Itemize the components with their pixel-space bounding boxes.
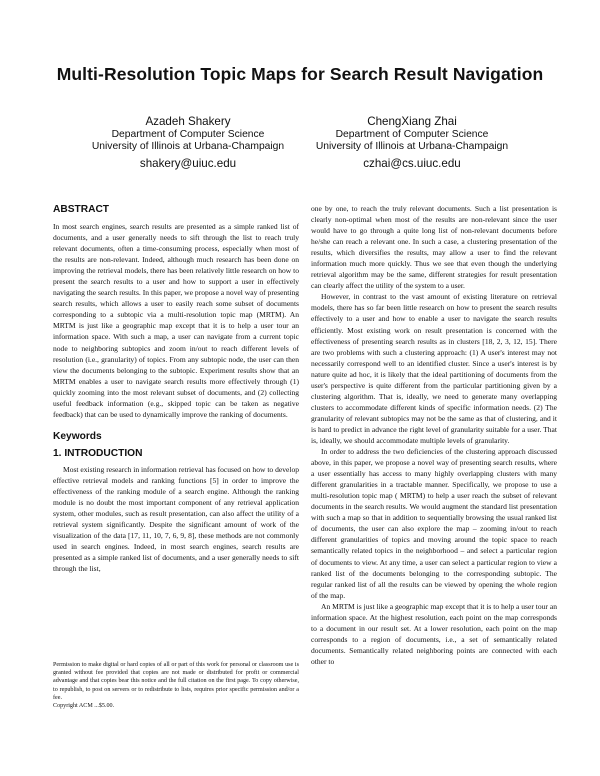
author-block-2 (282, 115, 542, 170)
author-department: Department of Computer Science (111, 129, 265, 140)
right-column (311, 203, 557, 667)
author-affiliation: University of Illinois at Urbana-Champaign (315, 141, 509, 153)
keywords-heading: Keywords (53, 430, 102, 442)
author-block-1 (58, 115, 318, 170)
author-name: Azadeh Shakery (145, 115, 231, 128)
paragraph: An MRTM is just like a geographic map except that it is to help a user tour an information space. At the highest resolution, each point on the map corresponds to a document in our result set. At a lower resolution, each point on the map corresponds to a region of documents, i.e., a set of semantically related documents. Semantically related neighboring points are connected with each other to (311, 601, 557, 666)
author-email: czhai@cs.uiuc.edu (363, 156, 461, 170)
paragraph: However, in contrast to the vast amount of existing literature on retrieval models, there has so far been little research on how to present the search results effectively to a user and how to enable a user to navigate the search results efficiently. Most existing work on result presentation is concerned with the effectiveness of presenting search results as in clusters [18, 2, 3, 12, 15]. There are two problems with such a clustering approach: (1) A user's interest may not necessarily correspond well to an identified cluster. Since a user's interest is by nature quite ad hoc, it is likely that the ideal partitioning of documents from the user's perspective is quite different from the particular partitioning given by a clustering algorithm. That is, ideally, we need to generate many overlapping clusters to accommodate different kinds of specific information needs. (2) The granularity of relevant subtopics may not be the same as that of clustering, and it is hard to predict in advance the right level of granularity suitable for a user. That is, ideally, we should accommodate multiple levels of granularity. (311, 292, 557, 445)
abstract-heading: ABSTRACT (53, 204, 110, 215)
author-name: ChengXiang Zhai (367, 115, 457, 128)
author-email: shakery@uiuc.edu (139, 156, 237, 170)
author-department: Department of Computer Science (335, 129, 489, 140)
left-column (53, 203, 299, 574)
permission-text: Permission to make digital or hard copies of all or part of this work for personal or classroom use is granted without fee provided that copies are not made or distributed for profit or commercial advantage and that copies bear this notice and the full citation on the first page. To copy otherwise, to republish, to post on servers or to redistribute to lists, requires prior specific permission and/or a fee. (53, 662, 299, 701)
author-affiliation: University of Illinois at Urbana-Champaign (91, 141, 285, 153)
paragraph: In order to address the two deficiencies of the clustering approach discussed above, in this paper, we propose a novel way of presenting search results, where a user essentially has access to many highly overlapping clusters with many different granularities in a tractable manner. Specifically, we propose to use a multi-resolution topic map ( MRTM) to help a user reach the subset of relevant documents in the search results. We would augment the standard list presentation with such a map so that in addition to sequentially browsing the usual ranked list of documents, the user can also explore the map – zooming in/out to reach different granularities of topics and moving around the topic space to reach semantically related topics in the neighborhood – and select a particular region of documents to view. At any time, a user can select a particular region to view a ranked list of the documents belonging to the corresponding subtopic. The regular ranked list of all the results can be viewed by opening the whole region of the map. (311, 447, 557, 600)
paragraph: one by one, to reach the truly relevant documents. Such a list presentation is clearly non-optimal when most of the results are non-relevant since the user would have to go through a quite long list of non-relevant documents before he/she can reach a relevant one. In such a case, a clustering presentation of the results, which diversifies the results, may allow a user to find the relevant information much more quickly. Thus we see that even though the underlying retrieval algorithm may be the same, different strategies for result presentation can clearly affect the utility of the system to a user. (311, 204, 557, 291)
intro-paragraph: Most existing research in information retrieval has focused on how to develop effective retrieval models and ranking functions [5] in order to improve the effectiveness of the ranking module of a search engine. Although the ranking module is no doubt the most important component of any retrieval application system, other modules, such as result presentation, can also affect the utility of a retrieval system significantly. Despite the significant amount of work of the visualization of the data [17, 11, 10, 7, 6, 9, 8], these methods are not commonly used in search engines. Indeed, in most search engines, search results are presented as a simple ranked list of documents, and a user generally needs to sift through the list, (53, 464, 299, 574)
paper-title: Multi-Resolution Topic Maps for Search Result Navigation (56, 64, 544, 84)
copyright-line: Copyright ACM ...$5.00. (53, 703, 115, 710)
permission-footnote (53, 661, 299, 710)
abstract-text: In most search engines, search results are presented as a simple ranked list of documents, and a user generally needs to sift through the list to reach truly relevant documents, often a time-consuming process, especially when most of the results are non-relevant. Indeed, although much research has been done on improving the retrieval models, there has been relatively little research on how to present the search results to a user and how to support a user in effectively navigating the search results. In this paper, we propose a novel way of presenting search results, which allows a user to easily reach some subset of documents corresponding to a subtopic via a multi-resolution topic map (MRTM). An MRTM is just like a geographic map except that it is to help a user tour an information space. With such a map, a user can navigate from a current topic node to neighboring subtopics and zoom in/out to reach different levels of resolution (i.e., granularity) of topics. From any subtopic node, the user can then view the documents belonging to the subtopic. Experiment results show that an MRTM enables a user to navigate search results more effectively through (1) quickly zooming into the most relevant subset of documents, and (2) collecting useful feedback information (e.g., skipped topic can be taken as negative feedback) that can be used to dynamically improve the ranking of documents. (53, 222, 299, 419)
introduction-heading: 1. INTRODUCTION (53, 447, 143, 459)
